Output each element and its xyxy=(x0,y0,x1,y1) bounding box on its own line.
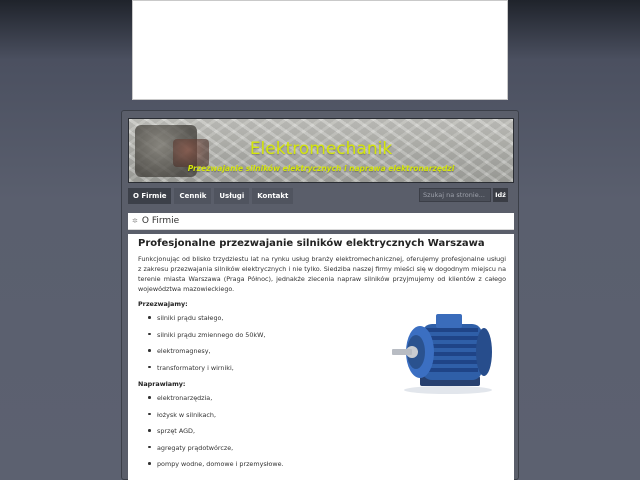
intro-paragraph: Funkcjonując od blisko trzydziestu lat na rynku usług branży elektromechanicznej, oferujemy profesjonalne usługi z zakresu przezwajania silników elektrycznych i nie tylko. Siedziba naszej firmy mieści się w dogodnym miejscu na terenie miasta Warszawa (Praga Północ), jednakże zlecenia napraw silników przyjmujemy od klientów z całego województwa mazowieckiego. xyxy=(138,255,506,293)
list-item: agregaty prądotwórcze, xyxy=(148,444,368,452)
list-item: sprzęt AGD, xyxy=(148,427,368,435)
services-column xyxy=(138,300,368,477)
content-columns xyxy=(138,300,506,477)
rewind-label: Przezwajamy: xyxy=(138,300,188,308)
site-tagline: Przezwajanie silników elektrycznych i naprawa elektronarzędzi xyxy=(187,164,455,173)
top-white-frame xyxy=(132,0,508,100)
list-item: transformatory i wirniki, xyxy=(148,364,368,372)
main-nav xyxy=(128,187,514,205)
list-item: elektromagnesy, xyxy=(148,347,368,355)
list-item: elektronarzędzia, xyxy=(148,394,368,402)
page-title: Profesjonalne przezwajanie silników elektrycznych Warszawa xyxy=(138,238,485,249)
nav-item-kontakt[interactable]: Kontakt xyxy=(252,188,293,204)
list-item: łożysk w silnikach, xyxy=(148,411,368,419)
site-header xyxy=(128,118,514,183)
breadcrumb-label: O Firmie xyxy=(141,216,180,226)
search-button[interactable]: Idź xyxy=(493,188,508,202)
list-item: silniki prądu stałego, xyxy=(148,314,368,322)
nav-item-uslugi[interactable]: Usługi xyxy=(214,188,249,204)
main-content xyxy=(128,234,514,480)
list-item: pompy wodne, domowe i przemysłowe. xyxy=(148,460,368,468)
repair-list xyxy=(148,394,368,468)
search-input[interactable]: Szukaj na stronie... xyxy=(419,188,491,202)
nav-item-o-firmie[interactable]: O Firmie xyxy=(128,188,171,204)
gear-icon: ✲ xyxy=(132,217,138,225)
site-title[interactable]: Elektromechanik xyxy=(249,139,393,159)
page-wrapper xyxy=(121,110,519,480)
rewind-list xyxy=(148,314,368,372)
list-item: silniki prądu zmiennego do 50kW, xyxy=(148,331,368,339)
breadcrumb xyxy=(128,213,514,230)
image-column xyxy=(368,300,506,477)
electric-motor-image xyxy=(386,306,506,396)
nav-item-cennik[interactable]: Cennik xyxy=(174,188,211,204)
repair-label: Naprawiamy: xyxy=(138,380,186,388)
